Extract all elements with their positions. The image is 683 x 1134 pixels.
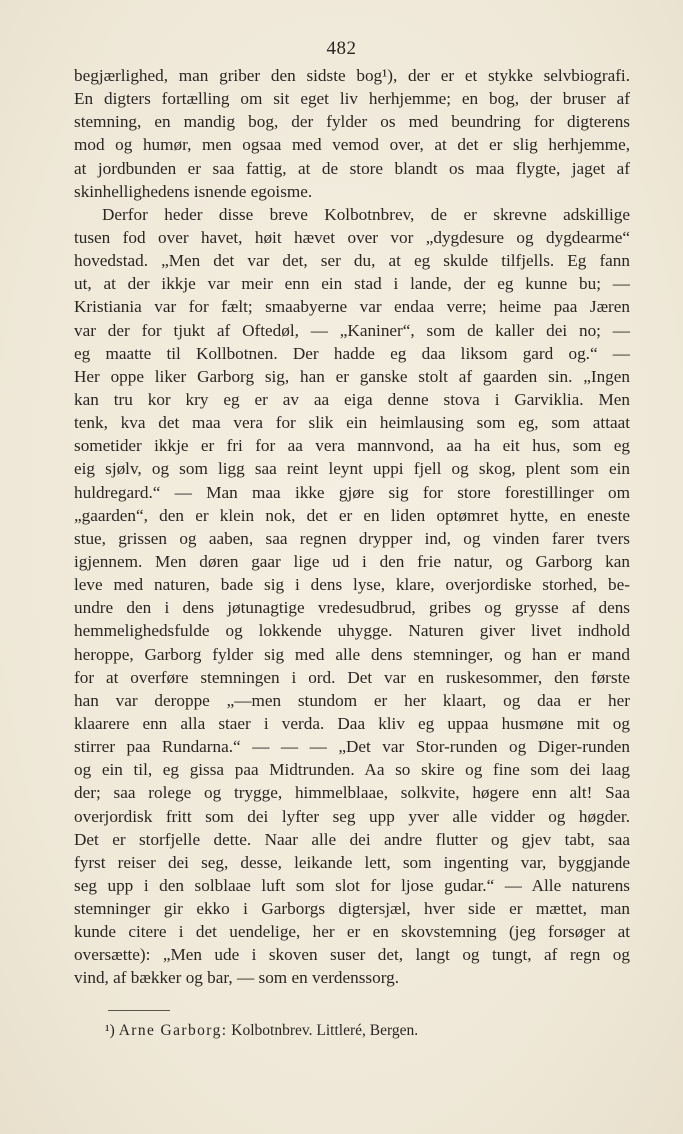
footnote-marker: ¹) [105,1022,115,1039]
text-line: han var deroppe „—men stundom er her klaart, og daa er her [74,690,630,710]
text-line: Derfor heder disse breve Kolbotnbrev, de er skrevne adskillige [102,204,630,224]
footnote-publisher: Littleré, Bergen. [316,1022,419,1039]
body-text [74,64,630,990]
text-line: stue, grissen og aaben, saa regnen drypper ind, og vinden farer tvers [74,528,630,548]
text-line: der; saa rolege og trygge, himmelblaae, solkvite, høgere enn alt! Saa [74,783,630,803]
text-line: var der for tjukt af Oftedøl, — „Kaniner“, som de kaller dei no; — [74,320,630,340]
text-line: undre den i dens jøtunagtige vredesudbrud, gribes og grysse af dens [74,598,630,618]
text-line: for at overføre stemningen i ord. Det var en ruskesommer, den første [74,667,630,687]
text-line: overjordisk fritt som dei lyfter seg upp yver alle vidder og høgder. [74,806,630,826]
text-line: vind, af bækker og bar, — som en verdenssorg. [74,968,400,988]
text-line: oversætte): „Men ude i skoven suser det, langt og tungt, af regn og [74,945,630,965]
text-line: eg maatte til Kollbotnen. Der hadde eg daa liksom gard og.“ — [74,343,630,363]
text-line: hovedstad. „Men det var det, ser du, at eg skulde tilfjells. Eg fann [74,251,630,271]
text-line: „gaarden“, den er klein nok, det er en liden optømret hytte, en eneste [74,505,630,525]
footnote-rule [108,1010,170,1011]
text-line: at jordbunden er saa fattig, at de store blandt os maa flygte, jaget af [74,158,630,178]
text-line: stirrer paa Rundarna.“ — — — „Det var Stor-runden og Diger-runden [74,737,630,757]
text-line: heroppe, Garborg fylder sig med alle dens stemninger, og han er mand [74,644,630,664]
page-number: 482 [326,38,357,59]
text-line: En digters fortælling om sit eget liv herhjemme; en bog, der bruser af [74,89,630,109]
text-line: fyrst reiser dei seg, desse, leikande lett, som ingenting var, byggjande [74,852,630,872]
footnote-author: Arne Garborg: [118,1022,228,1039]
text-line: kan tru kor kry eg er av aa eiga denne stova i Garviklia. Men [74,389,630,409]
text-line: begjærlighed, man griber den sidste bog¹), der er et stykke selvbiografi. [74,66,630,85]
text-line: Her oppe liker Garborg sig, han er ganske stolt af gaarden sin. „Ingen [74,366,630,386]
text-line: eig sjølv, og som ligg saa reint leynt uppi fjell og skog, plent som ein [74,459,630,479]
text-line: hemmelighedsfulde og lokkende uhygge. Naturen giver livet indhold [74,621,630,641]
text-line: og ein til, eg gissa paa Midtrunden. Aa so skire og fine som dei laag [74,760,630,780]
text-line: leve med naturen, bade sig i dens lyse, klare, overjordiske storhed, be- [74,575,630,595]
text-line: igjennem. Men døren gaar lige ud i den frie natur, og Garborg kan [74,551,630,571]
text-line: tenk, kva det maa vera for slik ein heimlausing som eg, som attaat [74,413,630,433]
text-line: tusen fod over havet, høit hævet over vor „dygdesure og dygdearme“ [74,227,630,247]
text-line: mod og humør, men ogsaa med vemod over, at det er slig herhjemme, [74,135,630,155]
text-line: klaarere enn alla staer i verda. Daa kliv eg uppaa husmøne mit og [74,713,630,733]
text-line: seg upp i den solblaae luft som slot for ljose gudar.“ — Alle naturens [74,875,630,895]
text-line: ut, at der ikkje var meir enn ein stad i lande, der eg kunne bu; — [74,274,630,294]
text-line: Det er storfjelle dette. Naar alle dei andre flutter og gjev tabt, saa [74,829,630,849]
text-line: stemning, en mandig bog, der fylder os med beundring for digterens [74,112,630,132]
text-line: sometider ikkje er fri for aa vera mannvond, aa ha eit hus, som eg [74,436,630,456]
text-line: stemninger gir ekko i Garborgs digtersjæl, hver side er mættet, man [74,899,630,919]
text-line: skinhellighedens isnende egoisme. [74,181,313,201]
footnote [105,1021,418,1041]
text-line: huldregard.“ — Man maa ikke gjøre sig for store forestillinger om [74,482,630,502]
text-line: kunde citere i det uendelige, her er en skovstemning (jeg forsøger at [74,922,630,942]
footnote-title: Kolbotnbrev. [231,1022,313,1039]
text-line: Kristiania var for fælt; smaabyerne var endaa verre; heime paa Jæren [74,297,630,317]
